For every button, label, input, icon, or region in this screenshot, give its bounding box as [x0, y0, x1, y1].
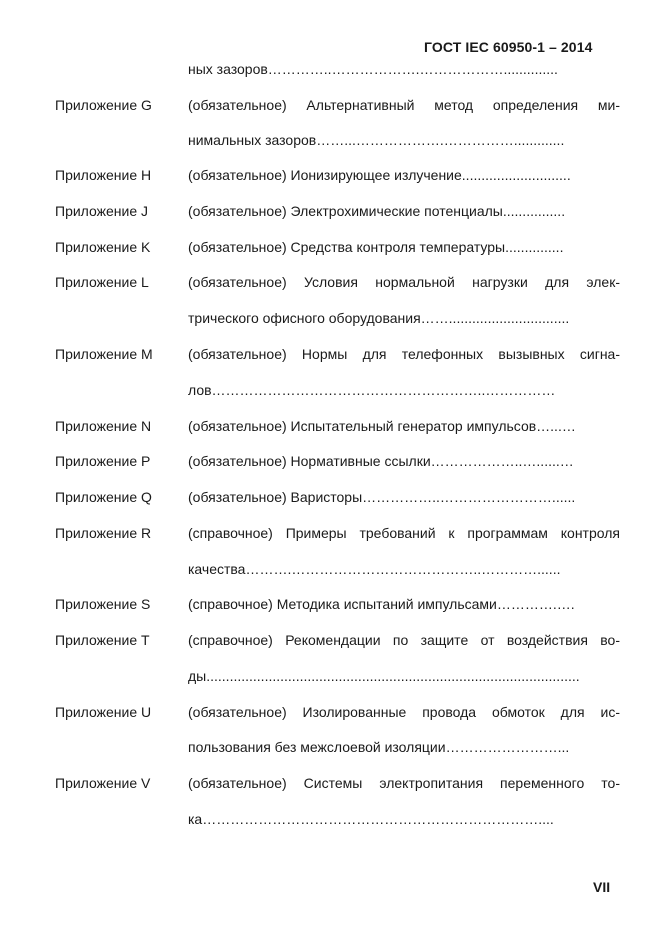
toc-entry-label: Приложение G	[55, 97, 152, 113]
toc-entry-text: ных зазоров…………..……………….………………..............	[188, 61, 558, 77]
toc-entry-text: пользования без межслоевой изоляции……………………...	[188, 739, 570, 755]
toc-entry-text: лов…………………………………………………..……………	[188, 382, 556, 398]
toc-entry-text: нимальных зазоров……...……………….…………….............	[188, 132, 565, 148]
toc-entry-label: Приложение U	[55, 704, 152, 720]
toc-entry-text: (обязательное) Системы электропитания переменного то-	[188, 775, 620, 791]
toc-entry-label: Приложение H	[55, 167, 152, 183]
toc-entry-text: ды................................................................................................	[188, 668, 580, 684]
toc-entry-text: (обязательное) Нормы для телефонных вызывных сигна-	[188, 346, 620, 362]
toc-entry-label: Приложение P	[55, 453, 151, 469]
toc-entry-label: Приложение J	[55, 203, 149, 219]
toc-entry-text: качества……….…………………………………..…………......	[188, 561, 561, 577]
toc-entry-label: Приложение K	[55, 239, 151, 255]
toc-entry-label: Приложение S	[55, 596, 151, 612]
toc-entry-text: (обязательное) Нормативные ссылки………………..…......…	[188, 453, 574, 469]
toc-entry-label: Приложение V	[55, 775, 151, 791]
toc-entry-label: Приложение N	[55, 418, 152, 434]
page-number: VII	[593, 879, 611, 895]
toc-entry-label: Приложение Q	[55, 489, 152, 505]
toc-entry-text: (обязательное) Изолированные провода обмоток для ис-	[188, 704, 620, 720]
toc-entry-text: ка………………………………………………………………....	[188, 811, 554, 827]
toc-entry-text: (обязательное) Средства контроля температуры...............	[188, 239, 564, 255]
toc-entry-label: Приложение M	[55, 346, 153, 362]
toc-entry-text: (обязательное) Варисторы……………..……………………......	[188, 489, 576, 505]
toc-entry-label: Приложение T	[55, 632, 150, 648]
toc-entry-text: трического офисного оборудования……...............................	[188, 310, 570, 326]
toc-entry-text: (обязательное) Альтернативный метод определения ми-	[188, 97, 620, 113]
toc-entry-text: (обязательное) Ионизирующее излучение............................	[188, 167, 571, 183]
toc-entry-text: (справочное) Примеры требований к программам контроля	[188, 525, 620, 541]
toc-entry-text: (обязательное) Условия нормальной нагрузки для элек-	[188, 274, 620, 290]
toc-entry-text: (справочное) Рекомендации по защите от воздействия во-	[188, 632, 620, 648]
toc-entry-text: (обязательное) Испытательный генератор импульсов…...…	[188, 418, 576, 434]
toc-entry-text: (обязательное) Электрохимические потенциалы................	[188, 203, 566, 219]
toc-entry-label: Приложение R	[55, 525, 152, 541]
toc-entry-label: Приложение L	[55, 274, 149, 290]
toc-entry-text: (справочное) Методика испытаний импульсами………….….	[188, 596, 575, 612]
document-header: ГОСТ IEC 60950-1 – 2014	[424, 39, 593, 55]
